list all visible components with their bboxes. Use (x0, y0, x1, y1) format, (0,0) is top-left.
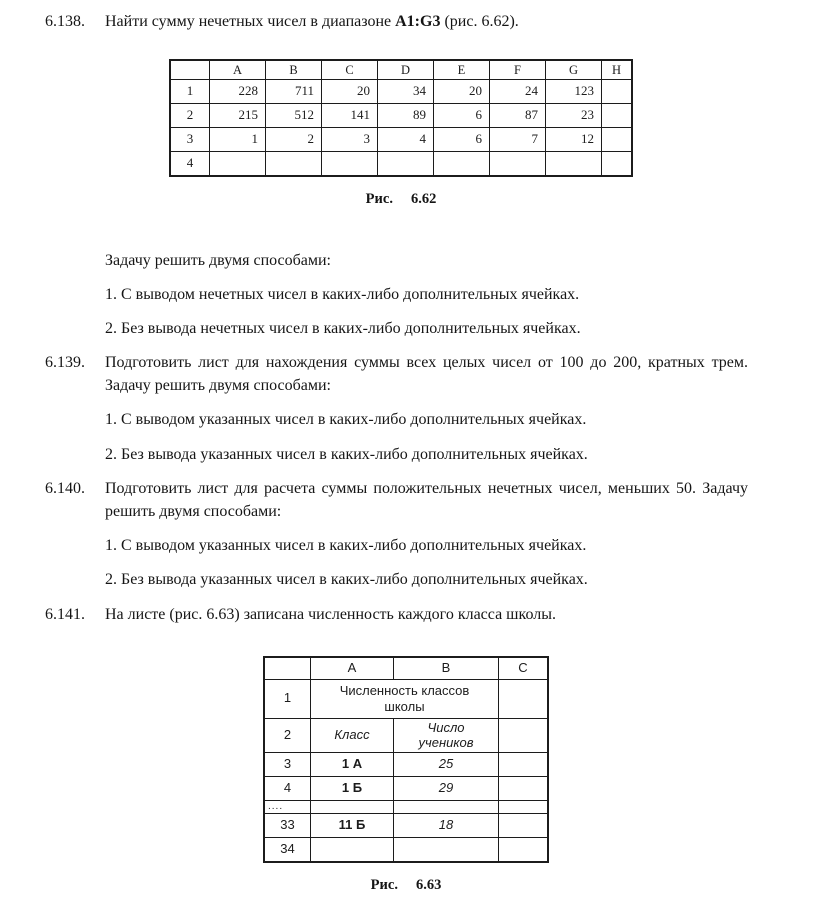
cell (210, 152, 266, 177)
column-header: D (378, 60, 434, 80)
problem-text-post: (рис. 6.62). (444, 13, 519, 30)
cell (546, 152, 602, 177)
column-header: C (322, 60, 378, 80)
figure-6-62 (45, 59, 748, 210)
sheet-row (264, 776, 548, 800)
cell: 25 (394, 752, 499, 776)
cell (499, 679, 549, 718)
cell (602, 128, 633, 152)
problem-text: Подготовить лист для расчета суммы положительных нечетных чисел, меньших 50. Задачу решить двумя способами: (105, 479, 748, 520)
cell (378, 152, 434, 177)
cell: 6 (434, 128, 490, 152)
cell: 1 Б (311, 776, 394, 800)
cell: 12 (546, 128, 602, 152)
ellipsis-row (264, 800, 548, 813)
list-item: 1. С выводом указанных чисел в каких-либо дополнительных ячейках. (105, 411, 587, 429)
sheet-row (264, 837, 548, 862)
sheet-title: Численность классов школы (339, 683, 470, 714)
cell (311, 800, 394, 813)
cell: 3 (322, 128, 378, 152)
problem-text: На листе (рис. 6.63) записана численность каждого класса школы. (105, 605, 556, 623)
column-header: C (499, 657, 549, 679)
problem-number: 6.140. (45, 479, 85, 497)
sheet-row (264, 718, 548, 752)
row-header: 4 (264, 776, 311, 800)
corner-cell (264, 657, 311, 679)
cell (499, 752, 549, 776)
column-header-row (170, 60, 632, 80)
figure-caption (169, 189, 633, 210)
sheet-row (170, 80, 632, 104)
cell: 4 (378, 128, 434, 152)
column-header: B (266, 60, 322, 80)
cell: 34 (378, 80, 434, 104)
problem-6141 (45, 603, 748, 626)
spreadsheet-6-62 (169, 59, 633, 177)
cell: 711 (266, 80, 322, 104)
cell (394, 800, 499, 813)
cell: 1 А (311, 752, 394, 776)
cell: 6 (434, 104, 490, 128)
sheet-row (170, 128, 632, 152)
cell (434, 152, 490, 177)
column-header: F (490, 60, 546, 80)
sheet-row (264, 752, 548, 776)
list-item: 2. Без вывода указанных чисел в каких-либо дополнительных ячейках. (105, 445, 588, 463)
list-item: 1. С выводом указанных чисел в каких-либо дополнительных ячейках. (105, 537, 587, 555)
problem-6140 (45, 477, 748, 523)
corner-cell (170, 60, 210, 80)
cell: 23 (546, 104, 602, 128)
cell: 29 (394, 776, 499, 800)
cell: 1 (210, 128, 266, 152)
row-header: 4 (170, 152, 210, 177)
row-header: 3 (170, 128, 210, 152)
cell (499, 813, 549, 837)
cell: 123 (546, 80, 602, 104)
figure-6-63-inner (263, 656, 549, 896)
column-header: G (546, 60, 602, 80)
column-header: H (602, 60, 633, 80)
cell (322, 152, 378, 177)
list-item: 1. С выводом нечетных чисел в каких-либо дополнительных ячейках. (105, 285, 580, 303)
cell (499, 776, 549, 800)
problem-text: Подготовить лист для нахождения суммы всех целых чисел от 100 до 200, кратных трем. Задачу решить двумя способами: (105, 354, 748, 395)
column-header-row (264, 657, 548, 679)
cell (602, 104, 633, 128)
row-header: .... (264, 800, 311, 813)
figure-caption-label: Рис. (365, 191, 393, 208)
cell: 89 (378, 104, 434, 128)
column-header: A (210, 60, 266, 80)
cell: 7 (490, 128, 546, 152)
cell (394, 718, 499, 752)
sheet-row (170, 104, 632, 128)
figure-caption-number: 6.63 (415, 876, 442, 893)
list-item: 2. Без вывода нечетных чисел в каких-либо дополнительных ячейках. (105, 319, 581, 337)
row-header: 1 (170, 80, 210, 104)
subitems-intro: Задачу решить двумя способами: (105, 251, 331, 269)
count-label: Число учеников (418, 719, 474, 751)
cell: 141 (322, 104, 378, 128)
cell: 215 (210, 104, 266, 128)
cell: 24 (490, 80, 546, 104)
cell (394, 837, 499, 862)
cell (266, 152, 322, 177)
spreadsheet-6-63 (263, 656, 549, 863)
figure-6-62-inner (169, 59, 633, 210)
cell: 18 (394, 813, 499, 837)
cell (602, 152, 633, 177)
column-header: E (434, 60, 490, 80)
problem-text-pre: Найти сумму нечетных чисел в диапазоне (105, 13, 392, 30)
row-header: 1 (264, 679, 311, 718)
cell (602, 80, 633, 104)
cell (311, 837, 394, 862)
cell: 20 (322, 80, 378, 104)
cell-range: A1:G3 (395, 13, 441, 30)
cell (499, 718, 549, 752)
problem-number: 6.138. (45, 13, 85, 30)
cell: 11 Б (311, 813, 394, 837)
cell (499, 800, 549, 813)
cell: 87 (490, 104, 546, 128)
problem-number: 6.139. (45, 354, 85, 372)
problem-6138 (45, 10, 748, 33)
cell: Класс (311, 718, 394, 752)
row-header: 34 (264, 837, 311, 862)
cell: 20 (434, 80, 490, 104)
figure-caption-number: 6.62 (410, 191, 437, 208)
problem-text (105, 10, 748, 33)
figure-caption (263, 875, 549, 896)
row-header: 3 (264, 752, 311, 776)
column-header: A (311, 657, 394, 679)
cell: 2 (266, 128, 322, 152)
sheet-row (264, 679, 548, 718)
merged-title-cell (311, 679, 499, 718)
column-header: B (394, 657, 499, 679)
row-header: 2 (264, 718, 311, 752)
row-header: 2 (170, 104, 210, 128)
problem-number: 6.141. (45, 605, 85, 623)
cell: 512 (266, 104, 322, 128)
problem-6138-subitems (105, 249, 748, 341)
problem-6140-subitems (105, 534, 748, 591)
figure-6-63 (45, 656, 748, 896)
cell (499, 837, 549, 862)
row-header: 33 (264, 813, 311, 837)
sheet-row (264, 813, 548, 837)
cell: 228 (210, 80, 266, 104)
list-item: 2. Без вывода указанных чисел в каких-либо дополнительных ячейках. (105, 571, 588, 589)
figure-caption-label: Рис. (370, 876, 398, 893)
problem-6139 (45, 351, 748, 397)
problem-6139-subitems (105, 408, 748, 465)
cell (490, 152, 546, 177)
sheet-row (170, 152, 632, 177)
